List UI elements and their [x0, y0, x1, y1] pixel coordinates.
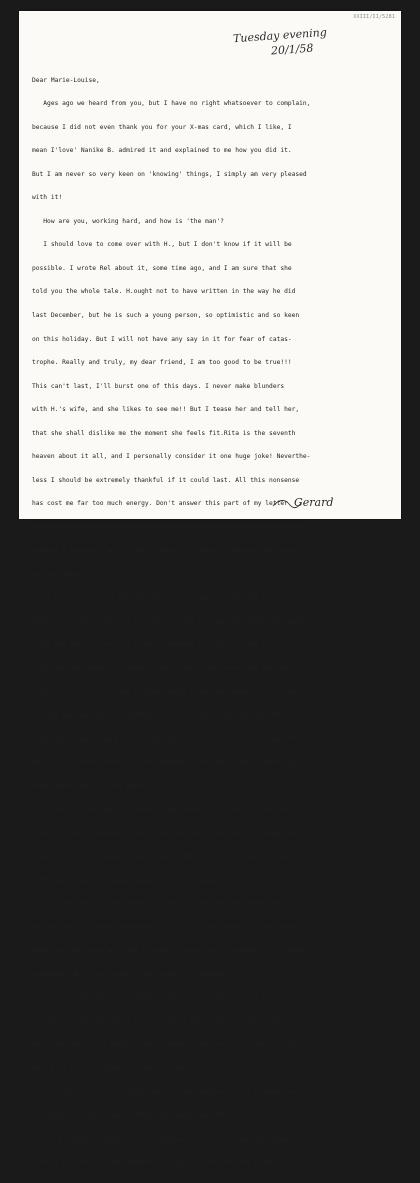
letter-line: reject it. H. still thinks it good enough to be published and will take — [32, 688, 300, 696]
letter-line: This can't last, I'll burst one of this days. I never make blunders — [32, 382, 285, 390]
signature: Gerard — [294, 496, 334, 509]
letter-line: a small organ, a hand-organ which you can carry, and walk the Rembrandt — [32, 829, 300, 837]
letter-line: mind this publisher and that I ought to trust his ( Monsieur H.'s I mean) — [32, 947, 307, 955]
letter-line: I don't know what is the matter with me but I feel myself in top-form. — [32, 994, 307, 1002]
letter-line: My book is still at the publisher's! Already a month, and he wrote, — [32, 594, 296, 602]
letter-line: them. That's why I write them! — [32, 782, 145, 790]
letter-page — [19, 11, 401, 1167]
letter-body — [32, 61, 391, 1183]
letter-line: with it! — [32, 194, 63, 202]
letter-line: Ages ago we heard from you, but I have no right whatsoever to complain, — [32, 100, 311, 108]
letter-line: Leo B. might be coming over in February. I will let you know when. — [32, 1135, 292, 1143]
letter-line: ( I can't write English, I can't write at all!). Do pray for me that it — [32, 1017, 300, 1025]
letter-line: I should love to come over with H., but I don't know if it will be — [32, 241, 292, 249]
letter-line: last December, but he is such a young person, so optimistic and so keen — [32, 312, 300, 319]
letter-line: The nasty part of the whole business is, that the publisher was in — [32, 900, 292, 908]
letter-line: will last, because I need it when -perhaps tomorrow - the book is rejec- — [32, 1041, 303, 1049]
letter-line: because I did not even thank you for your X-mas card, which I like, I — [32, 123, 292, 131]
letter-line: life. In the meantime I am writing short stories, just to amuse myself. — [32, 735, 300, 743]
letter-line: judgement. But I no longer trust anybody's judgement! — [32, 970, 232, 978]
letter-line: told you the whole tale. H.ought not to have written in the way he did — [32, 288, 296, 296]
letter-line: plein with it!! because in half a years time I shall not have one penny — [32, 853, 300, 861]
handwritten-day: Tuesday evening — [232, 25, 328, 46]
handwritten-date: 20/1/58 — [270, 41, 314, 58]
letter-line: By the way, short stories are not popular in Holland, people never buy — [32, 759, 296, 767]
letter-line: heaven about it all, and I personally consider it one huge joke! Neverthe- — [32, 453, 311, 461]
letter-line: Give my love to Nel, and Campbell, a big kiss for you from yours — [32, 1159, 273, 1167]
letter-line: Dear Marie-Louise, — [32, 76, 100, 84]
letter-line: ted! I am training myself already for that day! — [32, 1065, 209, 1072]
letter-line: ving from one reader to another, and I feel in my bones that they shall — [32, 664, 300, 672]
letter-line: because H.has the 'lovely'habit to read all my letters ( nearly all the — [32, 523, 300, 531]
letter-line: cript and feels himself no longer competent to judge it. Now it is mo- — [32, 641, 296, 649]
letter-line: Do write me, but be careful about'certain'matters! Tell me what you — [32, 1088, 296, 1096]
letter-line: trophe. Really and truly, my dear friend, I am too good to be true!!! — [32, 359, 292, 367]
letter-line: letters I receive ) and he has no sense of humour as soon as his wives — [32, 547, 296, 555]
letter-line: it from one publisher to another till it is sold. God help him! What a — [32, 712, 296, 720]
letter-line: the beginning so wildly enthousiastic, and now he tepid. H. says;never — [32, 923, 296, 931]
letter-line: But I am never so very keen on 'knowing' things, I simply am very pleased — [32, 170, 307, 178]
letter-line: possible. I wrote Rel about it, some time ago, and I am sure that she — [32, 264, 292, 272]
letter-line: with H.'s wife, and she likes to see me!! But I tease her and tell her, — [32, 406, 300, 414]
letter-line: If we don't succeed in finding a publisher for my book I shall buy — [32, 806, 292, 814]
letter-line: How are you, working hard, and how is 'the man'? — [32, 217, 224, 225]
archive-number: XXIII/II/5281 — [353, 14, 395, 20]
letter-line: mean I'love' Nanike B. admired it and explained to me how you did it. — [32, 147, 292, 155]
letter-line: are at stake!! — [32, 570, 85, 578]
letter-line: on this holiday. But I will not have any say in it for fear of catas- — [32, 335, 292, 343]
letter-line: has cost me far too much energy. Don't answer this part of my letter — [32, 500, 288, 508]
letter-line: are doing, and about your mother, and about everything. — [32, 1112, 239, 1120]
letter-line: that she shall dislike me the moment she feels fit.Rita is the seventh — [32, 429, 296, 437]
letter-line: left. Never mind, I always believe in living dangerously. — [32, 876, 247, 884]
letter-line: that knowing and liking me too well, he can't forget me reading the manus- — [32, 617, 311, 625]
letter-line: less I should be extremely thankful if it could last. All this nonsense — [32, 476, 300, 484]
